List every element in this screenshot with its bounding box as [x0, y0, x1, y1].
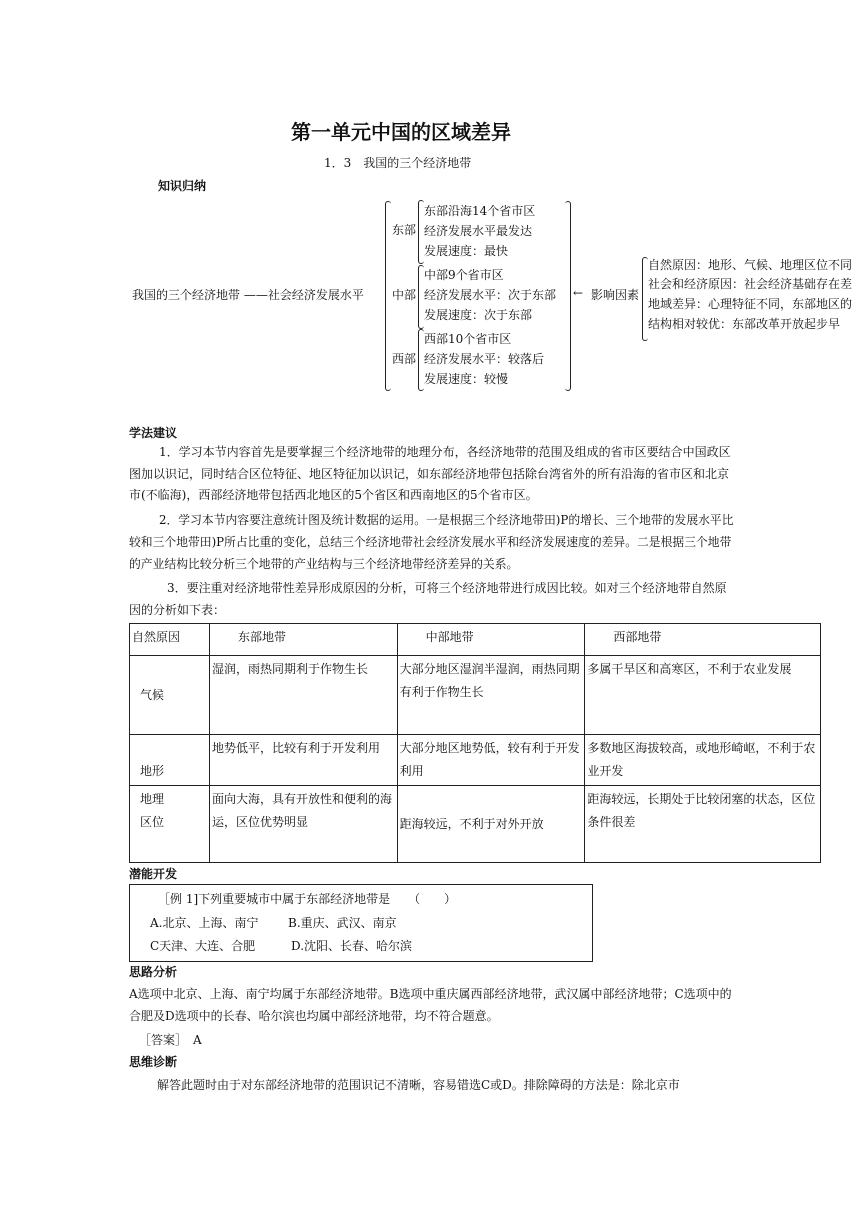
- option-b: B.重庆、武汉、南京: [288, 916, 397, 930]
- west-item: 经济发展水平：较落后: [424, 352, 545, 366]
- study-paragraph-1: 1．学习本节内容首先是要掌握三个经济地带的地理分布，各经济地带的范围及组成的省市区要结合中国政区图加以识记，同时结合区位特征、地区特征加以识记，如东部经济地带包括除台湾省外的所有沿海的省市区和北京市(不临海)，西部经济地带包括西北地区的5个省区和西南地区的5个省市区。: [129, 445, 731, 502]
- option-c: C天津、大连、合肥: [150, 939, 256, 953]
- factors-list: [648, 256, 860, 342]
- west-item: 西部10个省市区: [424, 332, 512, 346]
- middle-item: 中部9个省市区: [424, 268, 504, 282]
- page-title: 第一单元中国的区域差异: [291, 120, 511, 144]
- knowledge-heading: 知识归纳: [158, 179, 207, 193]
- table-cell-factor: 气候: [130, 656, 210, 735]
- factors-label: 影响因素: [591, 288, 640, 302]
- middle-item: 经济发展水平：次于东部: [424, 288, 557, 302]
- diagram-root: 我国的三个经济地带 ——社会经济发展水平: [132, 288, 364, 302]
- factor-item: 社会和经济原因：社会经济基础存在差: [648, 277, 853, 291]
- east-item: 东部沿海14个省市区: [424, 204, 536, 218]
- west-label: 西部: [392, 352, 417, 366]
- table-cell: 距海较远，长期处于比较闭塞的状态，区位条件很差: [585, 786, 821, 863]
- study-paragraph-2: 2．学习本节内容要注意统计图及统计数据的运用。一是根据三个经济地带田)P的增长、三个地带的发展水平比较和三个地带田)P所占比重的变化，总结三个经济地带社会经济发展水平和经济发展速度的差异。二是根据三个地带的产业结构比较分析三个地带的产业结构与三个经济地带经济差异的关系。: [129, 513, 734, 571]
- right-brace: [565, 201, 571, 391]
- table-header: 自然原因: [130, 624, 210, 656]
- analysis-heading: 思路分析: [129, 965, 178, 979]
- option-d: D.沈阳、长春、哈尔滨: [291, 939, 413, 953]
- east-label: 东部: [392, 223, 417, 237]
- table-cell-factor: 地理区位: [130, 786, 210, 863]
- example-box: [129, 884, 593, 962]
- table-cell: 大部分地区湿润半湿润，雨热同期有利于作物生长: [397, 656, 585, 735]
- east-item: 发展速度：最快: [424, 244, 509, 258]
- factor-item: 自然原因：地形、气候、地理区位不同: [648, 258, 853, 272]
- table-row: [130, 656, 821, 735]
- option-a: A.北京、上海、南宁: [150, 916, 259, 930]
- east-item: 经济发展水平最发达: [424, 224, 533, 238]
- natural-causes-table: [129, 623, 821, 863]
- table-cell: 湿润，雨热同期利于作物生长: [209, 656, 397, 735]
- diagnosis-heading: 思维诊断: [129, 1055, 178, 1069]
- middle-label: 中部: [392, 288, 417, 302]
- table-cell: 距海较远，不利于对外开放: [397, 786, 585, 863]
- table-header-row: [130, 624, 821, 656]
- left-arrow: ←: [573, 286, 584, 300]
- table-cell-factor: 地形: [130, 735, 210, 786]
- table-cell: 面向大海，具有开放性和便利的海运，区位优势明显: [209, 786, 397, 863]
- table-row: [130, 735, 821, 786]
- factor-item: 结构相对较优：东部改革开放起步早: [648, 317, 841, 331]
- table-cell: 多数地区海拔较高，或地形崎岖，不利于农业开发: [585, 735, 821, 786]
- page-subtitle: 1．3 我国的三个经济地带: [324, 156, 472, 170]
- analysis-text: A选项中北京、上海、南宁均属于东部经济地带。B选项中重庆属西部经济地带，武汉属中部经济地带；C选项中的合肥及D选项中的长春、哈尔滨也均属中部经济地带，均不符合题意。: [129, 987, 732, 1023]
- west-item: 发展速度：较慢: [424, 372, 509, 386]
- factor-item: 地域差异：心理特征不同，东部地区的: [648, 297, 853, 311]
- diagnosis-text: 解答此题时由于对东部经济地带的范围识记不清晰，容易错选C或D。排除障碍的方法是：除北京市: [157, 1078, 680, 1092]
- question-text: ［例 1]下列重要城市中属于东部经济地带是 （ ）: [158, 892, 457, 906]
- potential-heading: 潜能开发: [129, 867, 178, 881]
- root-brace: [385, 201, 391, 391]
- table-cell: 地势低平，比较有利于开发利用: [209, 735, 397, 786]
- study-heading: 学法建议: [129, 426, 178, 440]
- table-row: [130, 786, 821, 863]
- table-header: 西部地带: [585, 624, 821, 656]
- study-paragraph-3: 3．要注重对经济地带性差异形成原因的分析，可将三个经济地带进行成因比较。如对三个经济地带自然原因的分析如下表：: [129, 581, 727, 617]
- table-cell: 大部分地区地势低，较有利于开发利用: [397, 735, 585, 786]
- table-cell: 多属干旱区和高寒区，不利于农业发展: [585, 656, 821, 735]
- table-header: 中部地带: [397, 624, 585, 656]
- answer-text: ［答案］ A: [139, 1033, 202, 1047]
- middle-item: 发展速度：次于东部: [424, 308, 533, 322]
- table-header: 东部地带: [209, 624, 397, 656]
